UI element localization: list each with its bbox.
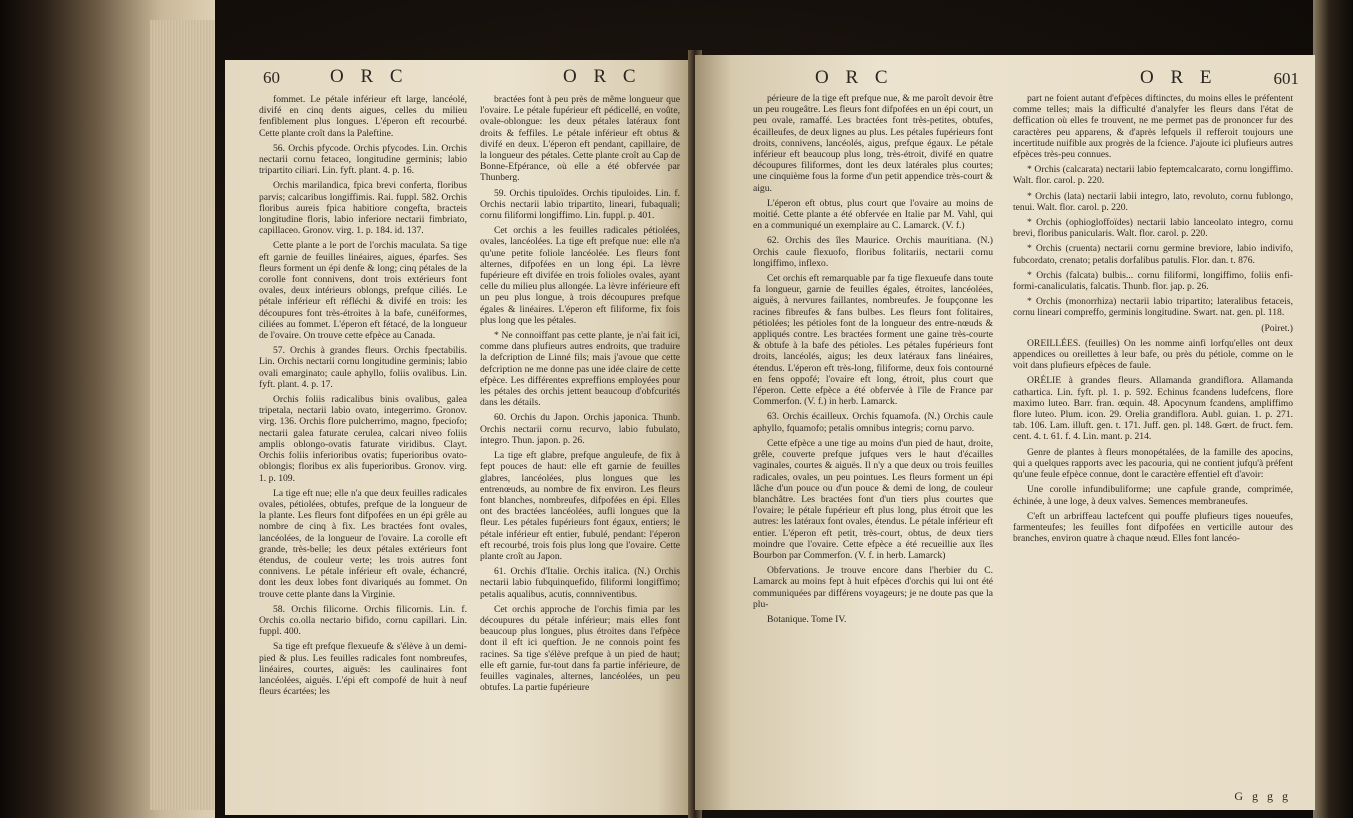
paragraph: Genre de plantes à fleurs monopétalées, de la famille des apocins, qui a quelques rapports avec les pacouria, qui ne contient jufqu'à préfent qu'une feule efpèce connue, dont le caractère effentiel eft d'avoir: bbox=[1013, 446, 1293, 481]
paragraph: * Orchis (cruenta) nectarii cornu germine breviore, labio indivifo, fubcordato, crenato; petalis dorfalibus patulis. Flor. dan. t. 876. bbox=[1013, 243, 1293, 266]
footer-volume: Botanique. Tome IV. bbox=[767, 613, 847, 625]
paragraph: 57. Orchis à grandes fleurs. Orchis fpectabilis. Lin. Orchis nectarii cornu longitudine germinis; labio ovali emarginato; caule aphyllo, foliis ovalibus. Lin. fyft. plant. 4. p. 17. bbox=[259, 345, 467, 390]
book-left-edge bbox=[0, 0, 215, 818]
paragraph: Cet orchis approche de l'orchis fimia par les découpures du pétale inférieur; mais elles font beaucoup plus longues, plus étroites dans l'efpèce dont il eft ici queftion. Je ne connois point fes racines. Sa tige s'élève prefque à un pied de haut; elle eft garnie, fur-tout dans fa partie inférieure, de feuilles vaginales, alternes, lancéolées, un peu obtufes. La partie fupérieure bbox=[480, 603, 680, 694]
paragraph: * Orchis (monorrhiza) nectarii labio tripartito; lateralibus fetaceis, cornu lineari compreffo, germinis longitudine. Swart. nat. gen. pl. 118. bbox=[1013, 296, 1293, 319]
paragraph: OREILLÉES. (feuilles) On les nomme ainfi lorfqu'elles ont deux appendices ou oreillettes à leur bafe, ou près du pétiole, comme on le voit dans plufieurs efpèces de faule. bbox=[1013, 337, 1293, 372]
paragraph: 63. Orchis écailleux. Orchis fquamofa. (N.) Orchis caule aphyllo, fquamofo; petalis omnibus integris; cornu parvo. bbox=[753, 411, 993, 434]
paragraph: 58. Orchis filicorne. Orchis filicornis. Lin. f. Orchis co.olla nectario bifido, cornu capillari. Lin. fuppl. 400. bbox=[259, 603, 467, 638]
paragraph: Cet orchis eft remarquable par fa tige flexueufe dans toute fa longueur, garnie de feuilles égales, étroites, lancéolées, aiguës, à nervures faillantes, nombreufes. Je foupçonne les racines fibreufes & fans bulbes. Les fleurs font folitaires, pétiolées; les pétioles font de la longueur des entre-nœuds & appliqués contre. Les bractées forment une gaine très-courte & obtufe à la bafe des pétioles. Les pétales fupérieurs font droits, lancéolés, aigus; les deux latéraux fans linéaires, étendus. L'éperon eft très-long, filiforme, deux fois contourné en fens oppofé; l'ovaire eft long, étroit, plus court que l'éperon. Cette efpèce a été obfervée à l'île de France par Commerfon. (V. f.) in herb. Lamarck. bbox=[753, 273, 993, 408]
right-page bbox=[695, 55, 1315, 810]
paragraph: 60. Orchis du Japon. Orchis japonica. Thunb. Orchis nectarii cornu recurvo, labio fubulato, integro. Thun. japon. p. 26. bbox=[480, 412, 680, 446]
left-running-head bbox=[225, 66, 695, 90]
signature-mark: G g g g bbox=[1234, 789, 1291, 803]
paragraph: Orchis foliis radicalibus binis ovalibus, galea tripetala, nectarii labio ovato, integerrimo. Gronov. virg. 136. Orchis flore pulcherrimo, magno, fpeciofo; nectarii galea faturate cerulea, calcari niveo foliis amplis oblongo-ovatis faturate viridibus. Clayt. Orchis foliis inferioribus ovatis; fuperioribus ovato-oblongis; floribus ex alis fuperioribus. Gronov. virg. 1. p. 109. bbox=[259, 394, 467, 484]
author-credit: (Poiret.) bbox=[1261, 322, 1293, 334]
paragraph: fommet. Le pétale inférieur eft large, lancéolé, divifé en cinq dents aigues, celles du milieu fenfiblement plus longues. L'éperon eft recourbé. Cette plante croît dans la Paleftine. bbox=[259, 94, 467, 139]
book-right-edge bbox=[1313, 0, 1353, 818]
paragraph: périeure de la tige eft prefque nue, & me paroît devoir être un peu rougeâtre. Les fleurs font difpofées en un épi court, un peu ovale, ramaffé. Les bractées font très-petites, obtufes, écailleufes, de deux lignes au plus. Les pétales fupérieurs font droits, connivens, lancéolés, aigus, prefque égaux. Le pétale inférieur eft beaucoup plus long, très-étroit, divifé en quatre découpures filiformes, dont les deux latérales plus courtes; une cinquième fous la forme d'un petit appendice très-court & aigu. bbox=[753, 93, 993, 194]
paragraph: C'eft un arbriffeau lactefcent qui pouffe plufieurs tiges noueufes, farmenteufes; les feuilles font difpofées en verticille autour des branches, environ quatre à chaque nœud. Elles font lancéo- bbox=[1013, 510, 1293, 545]
left-page-number: 60 bbox=[263, 68, 280, 87]
right-column-1 bbox=[753, 93, 993, 629]
paragraph: 62. Orchis des îles Maurice. Orchis mauritiana. (N.) Orchis caule flexuofo, floribus folitariis, nectarii cornu longiffimo, inflexo. bbox=[753, 235, 993, 269]
paragraph: Cette plante a le port de l'orchis maculata. Sa tige eft garnie de feuilles linéaires, aigues, éparfes. Ses fleurs forment un épi denfe & long; cinq pétales de la corolle font connivens, dont trois extérieurs font ovales, deux intérieurs oblongs, prefque ciliés. Le pétale inférieur eft réfléchi & divifé en trois: les découpures font très-étroites à la bafe, cunéiformes, ciliées au fommet. L'éperon eft fétacé, de la longueur de l'ovaire. On trouve cette efpèce au Canada. bbox=[259, 240, 467, 342]
paragraph: * Orchis (lata) nectarii labii integro, lato, revoluto, cornu fublongo, tenui. Walt. flor. carol. p. 220. bbox=[1013, 190, 1293, 213]
left-column-1 bbox=[259, 94, 467, 701]
right-column-2 bbox=[1013, 93, 1293, 548]
paragraph: 59. Orchis tipuloïdes. Orchis tipuloides. Lin. f. Orchis nectarii labio tripartito, lineari, fubaquali; cornu filiformi longiffimo. Lin. fuppl. p. 401. bbox=[480, 187, 680, 222]
paragraph: * Orchis (falcata) bulbis... cornu filiformi, longiffimo, foliis enfi-formi-canaliculatis, falcatis. Thunb. flor. jap. p. 26. bbox=[1013, 269, 1293, 293]
left-page bbox=[225, 60, 695, 815]
right-head-title-1: O R C bbox=[815, 67, 894, 88]
paragraph: Orchis marilandica, fpica brevi conferta, floribus parvis; calcaribus longiffimis. Rai. fuppl. 582. Orchis floribus aureis fpica habitiore congefta, bracteis longitudine floris, labio inferiore nectarii fimbriato, capillaceo. Gronov. virg. 1. p. 184. id. 137. bbox=[259, 180, 467, 237]
paragraph: La tige eft nue; elle n'a que deux feuilles radicales ovales, pétiolées, obtufes, prefque de la longueur de la plante. Les fleurs font difpofées en un épi grêle au nombre de cinq à fix. Les bractées font ovales, lancéolées, de la longueur de l'ovaire. La corolle eft grande, très-belle; les deux pétales extérieurs font étendus, de couleur verte; les trois autres font connivens. Le pétale inférieur eft ovale, échancré, dont les deux lobes font divariqués au fommet. On trouve cette plante dans la Virginie. bbox=[259, 487, 467, 600]
left-head-title-2: O R C bbox=[563, 66, 642, 87]
paragraph: La tige eft glabre, prefque anguleufe, de fix à fept pouces de haut: elle eft garnie de feuilles glabres, lancéolées, plus longues que les entrenœuds, au nombre de fix environ. Les fleurs font blanches, nombreufes, difpofées en épi. Elles ont des bractées lancéolées, aufli longues que la fleur. Les pétales fupérieurs font égaux, entiers; le pétale inférieur eft entier, fubulé, pendant: l'éperon eft recourbé, trois fois plus long que l'ovaire. Cette plante croît au Japon. bbox=[480, 450, 680, 562]
paragraph: Obfervations. Je trouve encore dans l'herbier du C. Lamarck au moins fept à huit efpèces d'orchis qui lui ont été communiquées par différens voyageurs; je ne doute pas que la plu- bbox=[753, 565, 993, 610]
paragraph: * Orchis (calcarata) nectarii labio feptemcalcarato, cornu longiffimo. Walt. flor. carol. p. 220. bbox=[1013, 164, 1293, 187]
paragraph: 61. Orchis d'Italie. Orchis italica. (N.) Orchis nectarii labio fubquinquefido, filiformi longiffimo; petalis aqualibus, acutis, connniventibus. bbox=[480, 566, 680, 600]
left-head-title-1: O R C bbox=[330, 66, 409, 87]
paragraph: * Ne connoiffant pas cette plante, je n'ai fait ici, comme dans plufieurs autres endroits, que traduire la defcription de Linné fils; mais j'avoue que cette defcription ne me donne pas une idée claire de cette efpèce. Les différentes expreffions employées pour les pétales des orchis jettent beaucoup d'obfcurités dans les détails. bbox=[480, 330, 680, 409]
right-head-title-2: O R E bbox=[1140, 67, 1218, 88]
paragraph: 56. Orchis pfycode. Orchis pfycodes. Lin. Orchis nectarii cornu fetaceo, longitudine germinis; labio tripartito ciliari. Lin. fyft. plant. 4. p. 16. bbox=[259, 142, 467, 177]
paragraph: bractées font à peu près de même longueur que l'ovaire. Le pétale fupérieur eft pédicellé, en voûte, ovale-oblongue: les deux pétales latéraux font droits & feffiles. Le pétale inférieur eft obtus & divifé en deux. L'éperon eft pendant, capillaire, de la longueur des pétales. Cette plante croît au Cap de Bonne-Efpérance, où elle a été obfervée par Thunberg. bbox=[480, 94, 680, 184]
paragraph: * Orchis (ophiogloffoïdes) nectarii labio lanceolato integro, cornu brevi, floribus panicularis. Walt. flor. carol. p. 220. bbox=[1013, 217, 1293, 240]
right-running-head bbox=[695, 61, 1315, 88]
page-stack bbox=[150, 20, 215, 810]
paragraph: ORÉLIE à grandes fleurs. Allamanda grandiflora. Allamanda cathartica. Lin. fyft. pl. 1. p. 592. Echinus fcandens ludefcens, flore maximo luteo. Barr. fran. œquin. 48. Apocynum fcandens, ampliffimo flore luteo. Plum. icon. 29. Orelia grandiflora. Aubl. guian. 1. p. 271. tab. 106. Lam. illuft. gen. t. 171. Juff. gen. pl. 148. Gœrt. de fruct. fem. cent. 4. t. 61. f. 4. Lin. mant. p. 214. bbox=[1013, 375, 1293, 443]
paragraph: Une corolle infundibuliforme; une capfule grande, comprimée, échinée, à une loge, à deux valves. Semences membraneufes. bbox=[1013, 484, 1293, 507]
paragraph: Cet orchis a les feuilles radicales pétiolées, ovales, lancéolées. La tige eft prefque nue: elle n'a qu'une petite foliole lancéolée. Les fleurs font alternes, difpofées en un long épi. La lèvre fupérieure eft divifée en trois folioles ovales, ayant celle du milieu plus allongée. La lèvre inférieure eft un peu plus longue, à trois découpures prefque égales & linéaires. L'éperon eft filiforme, fix fois plus long que les pétales. bbox=[480, 225, 680, 326]
right-page-number: 601 bbox=[1273, 69, 1299, 88]
paragraph: L'éperon eft obtus, plus court que l'ovaire au moins de moitié. Cette plante a été obfervée en Italie par M. Vahl, qui en a communiqué un exemplaire au C. Lamarck. (V. f.) bbox=[753, 197, 993, 232]
paragraph: Cette efpèce a une tige au moins d'un pied de haut, droite, grêle, couverte prefque jufques vers le haut d'écailles vaginales, courtes & aiguës. Il n'y a que deux ou trois feuilles radicales, ovales, un peu pointues. Les fleurs forment un épi lâche d'un pouce ou d'un pouce & demi de long, de couleur blanchâtre. Les bractées font d'un tiers plus courtes que l'ovaire; le pétale fupérieur eft plus long, plus étroit que les autres: les latéraux font ovales, étendus. Le pétale inférieur eft entier. L'éperon eft petit, très-court, obtus, de deux tiers moindre que l'ovaire. Cette efpèce a été recueillie aux îles Bourbon par Commerfon. (V. f. in herb. Lamarck) bbox=[753, 437, 993, 561]
paragraph: part ne foient autant d'efpèces diftinctes, du moins elles le préfentent comme telles; mais la difficulté d'analyfer les fleurs dans l'état de deffication où elles fe trouvent, ne me permet pas de prononcer fur des caractères peu apparens, & d'après lefquels il refferoit toujours une incertitude nuifible aux progrès de la fcience. J'ajoute ici plufieurs autres efpèces très-peu connues. bbox=[1013, 93, 1293, 161]
left-column-2 bbox=[480, 94, 680, 697]
paragraph: Sa tige eft prefque flexueufe & s'élève à un demi-pied & plus. Les feuilles radicales font nombreufes, linéaires, courtes, aiguës: les caulinaires font lancéolées, aiguës. L'épi eft compofé de huit à neuf fleurs écartées; les bbox=[259, 641, 467, 698]
